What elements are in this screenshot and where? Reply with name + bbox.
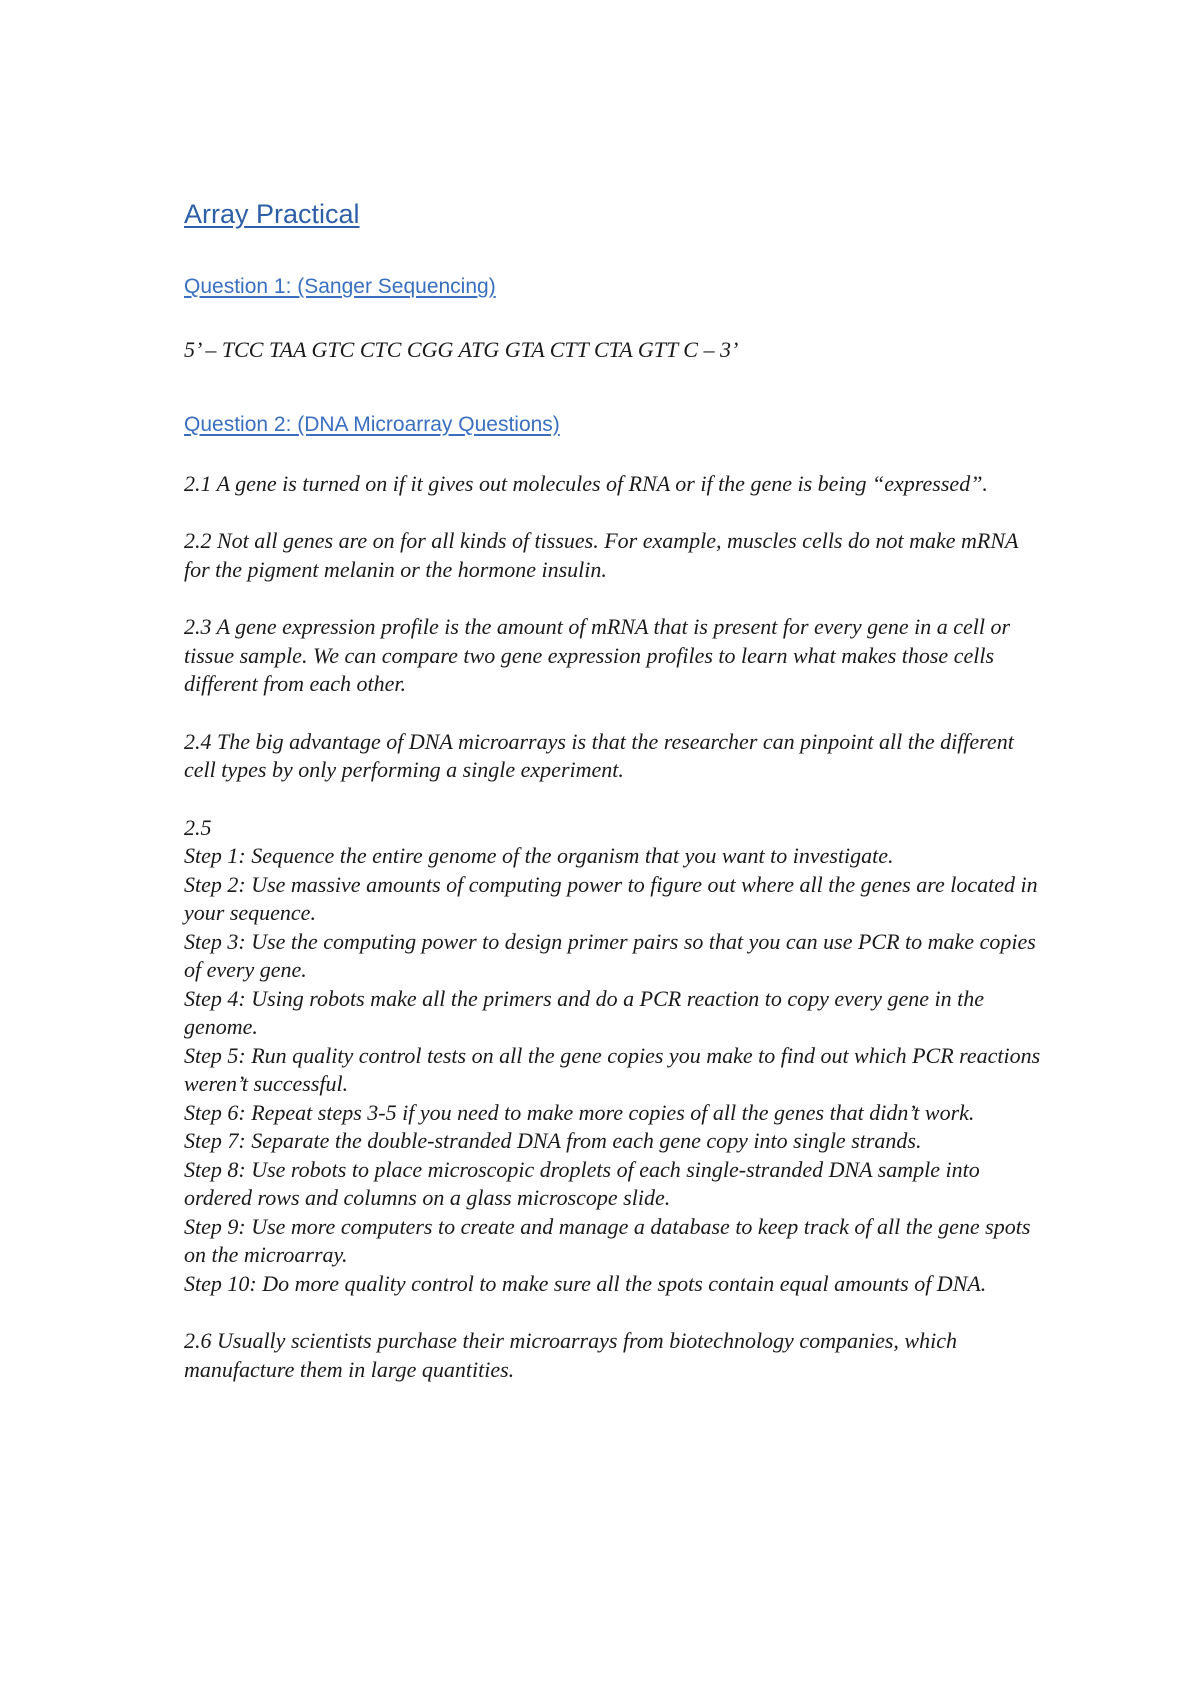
step-10: Step 10: Do more quality control to make sure all the spots contain equal amounts of DNA. <box>184 1270 987 1296</box>
step-3: Step 3: Use the computing power to design primer pairs so that you can use PCR to make copies of every gene. <box>184 928 1036 982</box>
answer-2-6: 2.6 Usually scientists purchase their microarrays from biotechnology companies, which manufacture them in large quantities. <box>184 1328 957 1382</box>
step-1: Step 1: Sequence the entire genome of the organism that you want to investigate. <box>184 843 894 868</box>
answer-2-1: 2.1 A gene is turned on if it gives out molecules of RNA or if the gene is being “expressed”. <box>184 470 988 496</box>
step-5: Step 5: Run quality control tests on all the gene copies you make to find out which PCR reactions weren’t successful. <box>184 1042 1041 1096</box>
question-1-heading: Question 1: (Sanger Sequencing) <box>184 275 496 298</box>
step-4: Step 4: Using robots make all the primers and do a PCR reaction to copy every gene in the genome. <box>184 985 984 1039</box>
step-8: Step 8: Use robots to place microscopic droplets of each single-stranded DNA sample into ordered rows and columns on a glass microscope slide. <box>184 1156 980 1210</box>
step-9: Step 9: Use more computers to create and manage a database to keep track of all the gene spots on the microarray. <box>184 1213 1031 1267</box>
question-2-heading: Question 2: (DNA Microarray Questions) <box>184 412 560 436</box>
document-title: Array Practical <box>184 199 360 229</box>
step-6: Step 6: Repeat steps 3-5 if you need to make more copies of all the genes that didn’t work. <box>184 1099 975 1125</box>
answer-2-3: 2.3 A gene expression profile is the amount of mRNA that is present for every gene in a cell or tissue sample. We can compare two gene expression profiles to learn what makes those cells different from each other. <box>184 614 1011 696</box>
answer-2-2: 2.2 Not all genes are on for all kinds of tissues. For example, muscles cells do not make mRNA for the pigment melanin or the hormone insulin. <box>184 528 1019 582</box>
document-page <box>184 195 1044 1384</box>
answer-2-5-label: 2.5 <box>184 814 212 840</box>
answer-2-4: 2.4 The big advantage of DNA microarrays is that the researcher can pinpoint all the different cell types by only performing a single experiment. <box>184 728 1014 782</box>
answer-2-5 <box>184 814 1044 1299</box>
step-2: Step 2: Use massive amounts of computing power to figure out where all the genes are located in your sequence. <box>184 871 1038 925</box>
step-7: Step 7: Separate the double-stranded DNA from each gene copy into single strands. <box>184 1128 922 1153</box>
dna-sequence: 5’ – TCC TAA GTC CTC CGG ATG GTA CTT CTA GTT C – 3’ <box>184 337 739 362</box>
